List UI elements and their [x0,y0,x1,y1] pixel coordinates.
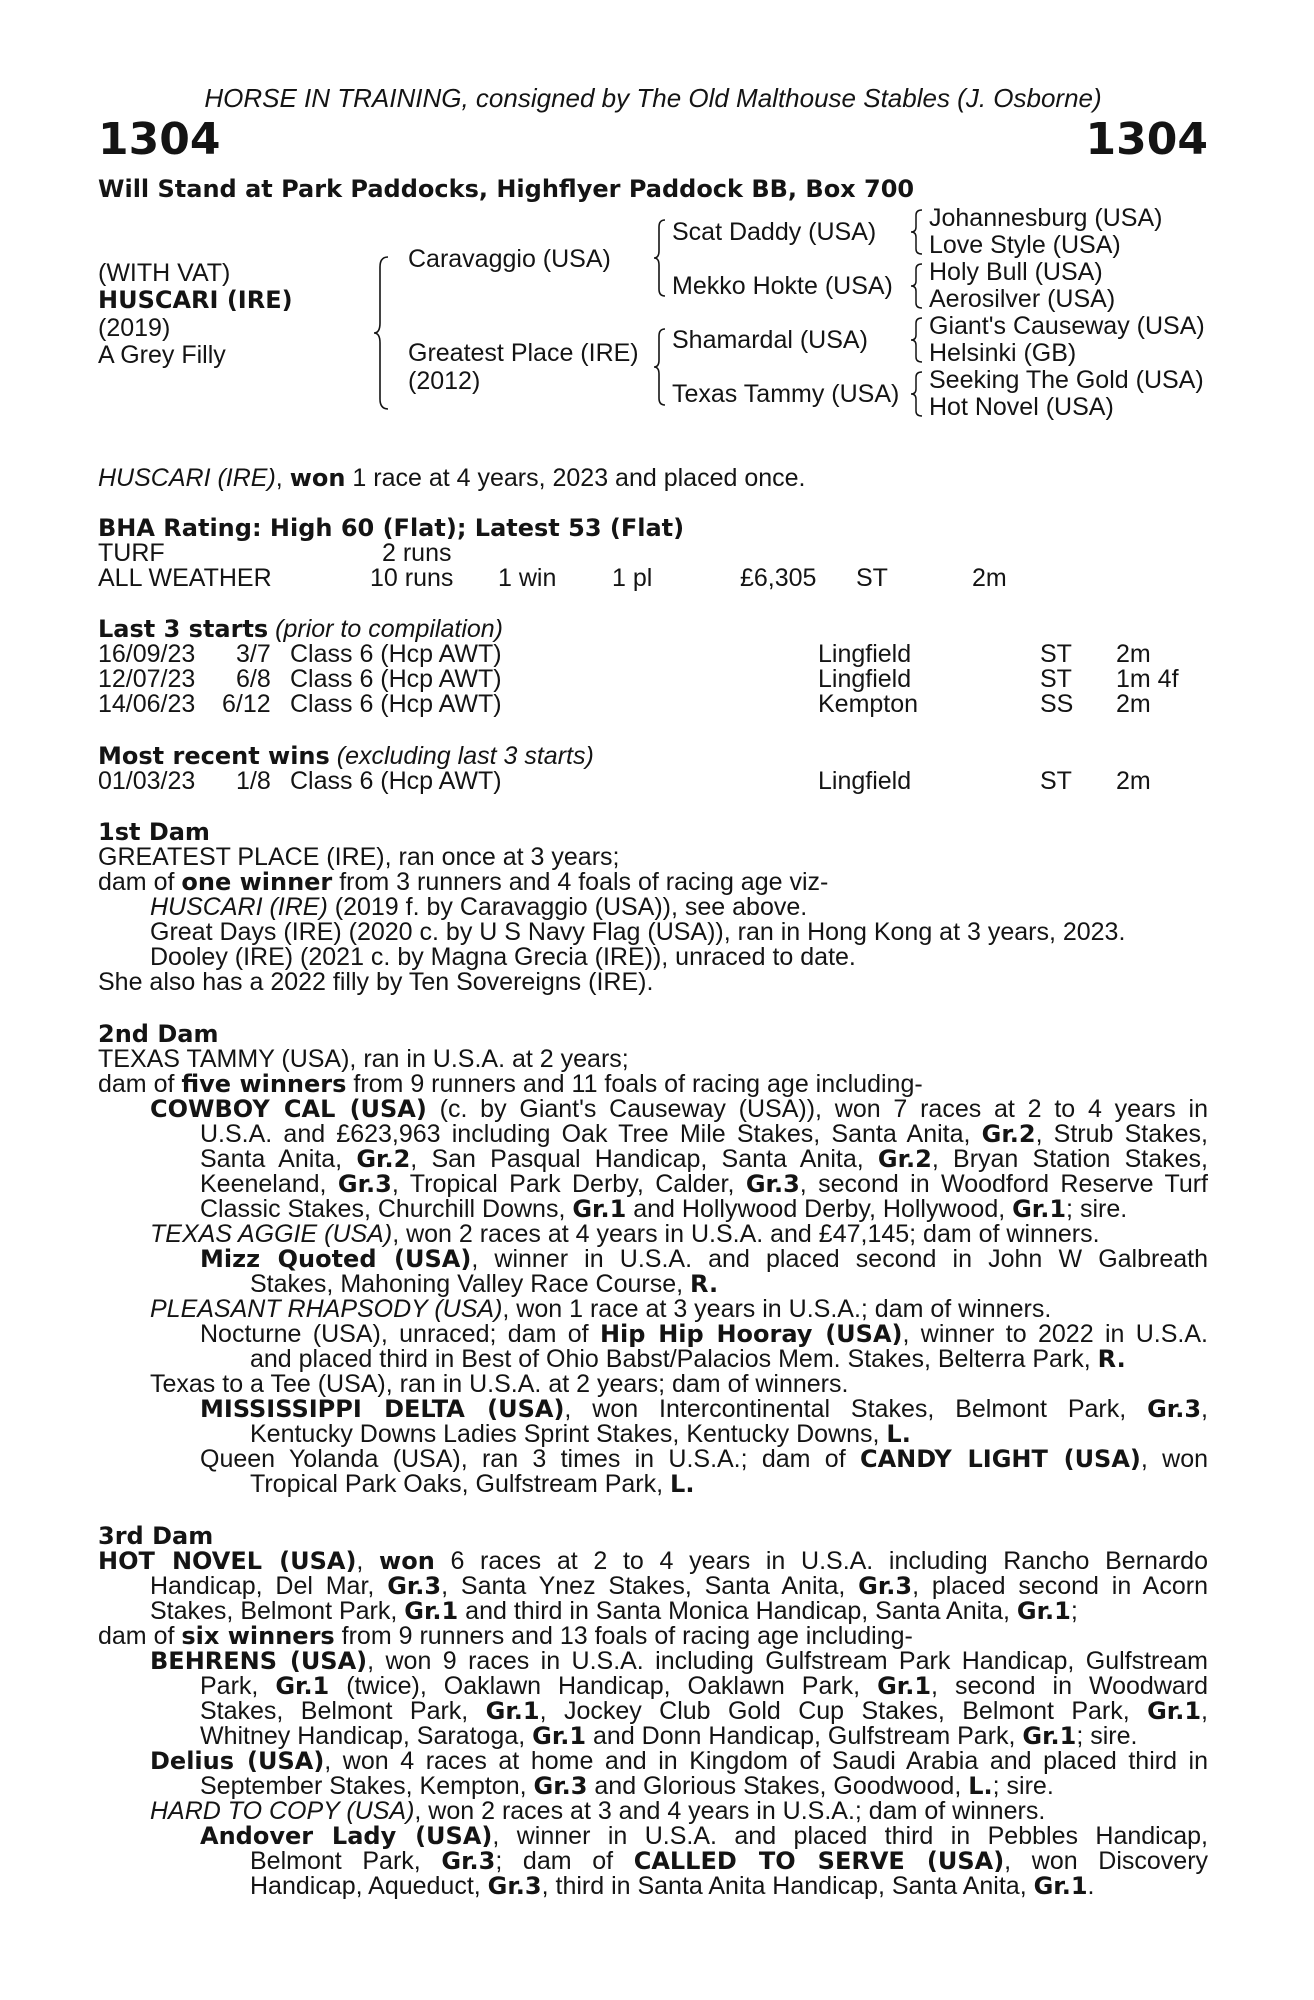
row-class: Class 6 (Hcp AWT) [290,640,502,668]
hot-novel-entry: Handicap, Del Mar, Gr.3, Santa Ynez Stakes, Santa Anita, Gr.3, placed second in Acorn [150,1572,1208,1600]
pedigree-brace-dam [652,327,668,407]
aw-going: ST [856,564,888,592]
recent-wins-title: Most recent wins [98,742,330,770]
andover-lady-entry: Belmont Park, Gr.3; dam of CALLED TO SERVE (USA), won Discovery [250,1847,1209,1875]
pedigree-sire-dam: Mekko Hokte (USA) [672,272,893,300]
queen-yolanda-entry: Queen Yolanda (USA), ran 3 times in U.S.A.; dam of CANDY LIGHT (USA), won [200,1445,1208,1473]
pedigree-g1: Johannesburg (USA) [929,204,1163,232]
pedigree-dam-dam: Texas Tammy (USA) [672,380,900,408]
row-class: Class 6 (Hcp AWT) [290,665,502,693]
pedigree-dam-sire: Shamardal (USA) [672,326,868,354]
cowboy-cal-entry: Keeneland, Gr.3, Tropical Park Derby, Calder, Gr.3, second in Woodford Reserve Turf [200,1170,1208,1198]
row-class: Class 6 (Hcp AWT) [290,690,502,718]
third-dam-produce: dam of six winners from 9 runners and 13 foals of racing age including- [98,1622,913,1650]
lot-number-left: 1304 [98,114,221,165]
aw-distance: 2m [972,564,1007,592]
hard-to-copy-entry: HARD TO COPY (USA), won 2 races at 3 and 4 years in U.S.A.; dam of winners. [150,1797,1046,1825]
row-class: Class 6 (Hcp AWT) [290,767,502,795]
mizz-quoted-entry: Stakes, Mahoning Valley Race Course, R. [250,1270,719,1298]
row-course: Lingfield [818,640,912,668]
first-dam-foal: Great Days (IRE) (2020 c. by U S Navy Flag (USA)), ran in Hong Kong at 3 years, 2023. [150,918,1126,946]
row-date: 16/09/23 [98,640,196,668]
hot-novel-entry: HOT NOVEL (USA), won 6 races at 2 to 4 years in U.S.A. including Rancho Bernardo [98,1547,1208,1575]
row-going: ST [1040,767,1072,795]
recent-wins-note: (excluding last 3 starts) [329,742,594,770]
summary-won: won [289,464,346,492]
mizz-quoted-entry: Mizz Quoted (USA), winner in U.S.A. and placed second in John W Galbreath [200,1245,1208,1273]
race-summary: HUSCARI (IRE), won 1 race at 4 years, 2023 and placed once. [98,464,806,492]
delius-entry: September Stakes, Kempton, Gr.3 and Glorious Stakes, Goodwood, L.; sire. [200,1772,1054,1800]
first-dam-line: GREATEST PLACE (IRE), ran once at 3 years; [98,843,620,871]
pedigree-g3: Holy Bull (USA) [929,258,1103,286]
delius-entry: Delius (USA), won 4 races at home and in Kingdom of Saudi Arabia and placed third in [150,1747,1209,1775]
texas-aggie-entry: TEXAS AGGIE (USA), won 2 races at 4 years in U.S.A. and £47,145; dam of winners. [150,1220,1100,1248]
aw-label: ALL WEATHER [98,564,272,592]
row-distance: 2m [1116,767,1151,795]
pedigree-dam: Greatest Place (IRE) [408,339,639,367]
pedigree-g2: Love Style (USA) [929,231,1121,259]
summary-horse-name: HUSCARI (IRE) [98,464,276,492]
vat-label: (WITH VAT) [98,259,231,287]
first-dam-produce: dam of one winner from 3 runners and 4 foals of racing age viz- [98,868,829,896]
pedigree-brace-g2 [909,262,925,310]
turf-runs: 2 runs [382,539,452,567]
nocturne-entry: and placed third in Best of Ohio Babst/Palacios Mem. Stakes, Belterra Park, R. [250,1345,1126,1373]
pedigree-brace-g1 [909,208,925,256]
row-going: ST [1040,665,1072,693]
pedigree-brace-sire [652,218,668,298]
turf-label: TURF [98,539,165,567]
aw-prize: £6,305 [740,564,817,592]
row-position: 3/7 [236,640,271,668]
andover-lady-entry: Andover Lady (USA), winner in U.S.A. and placed third in Pebbles Handicap, [200,1822,1208,1850]
queen-yolanda-entry: Tropical Park Oaks, Gulfstream Park, L. [250,1470,695,1498]
all-weather-stats [98,563,1208,593]
row-position: 6/8 [236,665,271,693]
pedigree-sire: Caravaggio (USA) [408,245,611,273]
last-starts-title: Last 3 starts [98,615,269,643]
behrens-entry: Whitney Handicap, Saratoga, Gr.1 and Donn Handicap, Gulfstream Park, Gr.1; sire. [200,1722,1138,1750]
behrens-entry: Park, Gr.1 (twice), Oaklawn Handicap, Oaklawn Park, Gr.1, second in Woodward [200,1672,1209,1700]
pedigree-g4: Aerosilver (USA) [929,285,1116,313]
cowboy-cal-entry: Santa Anita, Gr.2, San Pasqual Handicap, Santa Anita, Gr.2, Bryan Station Stakes, [200,1145,1208,1173]
row-position: 6/12 [222,690,271,718]
second-dam-produce: dam of five winners from 9 runners and 11 foals of racing age including- [98,1070,923,1098]
bha-rating: BHA Rating: High 60 (Flat); Latest 53 (Flat) [98,514,685,542]
pedigree-sire-sire: Scat Daddy (USA) [672,218,877,246]
horse-description: A Grey Filly [98,341,226,369]
first-dam-note: She also has a 2022 filly by Ten Sovereigns (IRE). [98,968,654,996]
row-distance: 2m [1116,690,1151,718]
row-going: ST [1040,640,1072,668]
aw-wins: 1 win [498,564,557,592]
second-dam-line: TEXAS TAMMY (USA), ran in U.S.A. at 2 years; [98,1045,629,1073]
row-course: Kempton [818,690,919,718]
pedigree-g6: Helsinki (GB) [929,339,1077,367]
mississippi-delta-entry: MISSISSIPPI DELTA (USA), won Intercontinental Stakes, Belmont Park, Gr.3, [200,1395,1208,1423]
row-going: SS [1040,690,1074,718]
third-dam-title: 3rd Dam [98,1522,214,1550]
texas-to-a-tee-entry: Texas to a Tee (USA), ran in U.S.A. at 2 years; dam of winners. [150,1370,849,1398]
row-distance: 1m 4f [1116,665,1179,693]
last-start-row [98,689,1208,719]
consignment-line: HORSE IN TRAINING, consigned by The Old Malthouse Stables (J. Osborne) [204,83,1102,113]
cowboy-cal-entry: COWBOY CAL (USA) (c. by Giant's Causeway (USA)), won 7 races at 2 to 4 years in [150,1095,1208,1123]
cowboy-cal-entry: U.S.A. and £623,963 including Oak Tree Mile Stakes, Santa Anita, Gr.2, Strub Stakes, [200,1120,1208,1148]
row-date: 12/07/23 [98,665,196,693]
row-course: Lingfield [818,665,912,693]
last-starts-note: (prior to compilation) [268,615,504,643]
aw-runs: 10 runs [370,564,454,592]
horse-name: HUSCARI (IRE) [98,286,293,314]
pedigree-brace-main [372,255,392,411]
pedigree-brace-g3 [909,316,925,364]
pedigree-g5: Giant's Causeway (USA) [929,312,1205,340]
recent-win-row [98,766,1208,796]
pedigree-brace-g4 [909,370,925,418]
behrens-entry: BEHRENS (USA), won 9 races in U.S.A. including Gulfstream Park Handicap, Gulfstream [150,1647,1208,1675]
row-position: 1/8 [236,767,271,795]
summary-rest: 1 race at 4 years, 2023 and placed once. [345,464,806,492]
pedigree-dam-year: (2012) [408,367,481,395]
stand-location: Will Stand at Park Paddocks, Highflyer Paddock BB, Box 700 [98,175,915,203]
horse-year: (2019) [98,314,171,342]
hot-novel-entry: Stakes, Belmont Park, Gr.1 and third in Santa Monica Handicap, Santa Anita, Gr.1; [150,1597,1078,1625]
pleasant-rhapsody-entry: PLEASANT RHAPSODY (USA), won 1 race at 3 years in U.S.A.; dam of winners. [150,1295,1052,1323]
aw-placed: 1 pl [612,564,653,592]
first-dam-foal: Dooley (IRE) (2021 c. by Magna Grecia (IRE)), unraced to date. [150,943,856,971]
row-course: Lingfield [818,767,912,795]
row-distance: 2m [1116,640,1151,668]
nocturne-entry: Nocturne (USA), unraced; dam of Hip Hip Hooray (USA), winner to 2022 in U.S.A. [200,1320,1208,1348]
mississippi-delta-entry: Kentucky Downs Ladies Sprint Stakes, Kentucky Downs, L. [250,1420,911,1448]
row-date: 14/06/23 [98,690,196,718]
cowboy-cal-entry: Classic Stakes, Churchill Downs, Gr.1 and Hollywood Derby, Hollywood, Gr.1; sire. [200,1195,1128,1223]
first-dam-title: 1st Dam [98,818,210,846]
pedigree-g7: Seeking The Gold (USA) [929,366,1204,394]
second-dam-title: 2nd Dam [98,1020,219,1048]
andover-lady-entry: Handicap, Aqueduct, Gr.3, third in Santa Anita Handicap, Santa Anita, Gr.1. [250,1872,1095,1900]
behrens-entry: Stakes, Belmont Park, Gr.1, Jockey Club Gold Cup Stakes, Belmont Park, Gr.1, [200,1697,1208,1725]
lot-number-right: 1304 [1085,114,1208,165]
row-date: 01/03/23 [98,767,196,795]
pedigree-g8: Hot Novel (USA) [929,393,1114,421]
first-dam-foal: HUSCARI (IRE) (2019 f. by Caravaggio (USA)), see above. [150,893,808,921]
